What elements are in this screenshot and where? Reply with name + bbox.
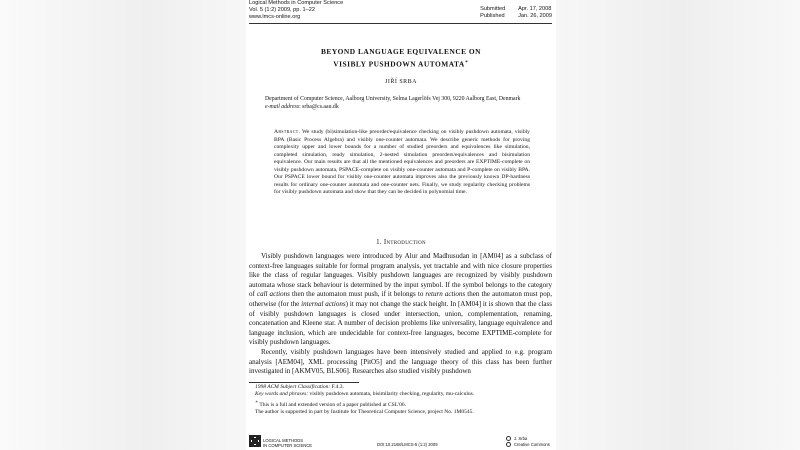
- affiliation-text: Department of Computer Science, Aalborg University, Selma Lagerlöfs Vej 300, 9220 Aalborg East, Denmark: [265, 96, 521, 102]
- keywords-label: Key words and phrases:: [255, 391, 309, 398]
- journal-volume: Vol. 5 (1:2) 2009, pp. 1–22: [249, 7, 315, 14]
- license-name[interactable]: Creative Commons: [514, 441, 550, 447]
- published-date: Jan. 26, 2009: [518, 13, 552, 20]
- title-footnote-mark: ∗: [464, 59, 469, 65]
- paragraph-1: [249, 252, 552, 348]
- keywords: [255, 391, 551, 398]
- abstract-label: Abstract.: [274, 129, 301, 135]
- paragraph-2: Recently, visibly pushdown languages have been intensively studied and applied to e.g. program analysis [AEM04], XML processing [PitO5] and the language theory of this class has been further investigated in [AKMV05, BLS06]. Researches also studied visibly pushdown: [249, 347, 552, 376]
- journal-website[interactable]: www.lmcs-online.org: [249, 14, 301, 21]
- p1-internal-actions: internal actions: [301, 299, 346, 308]
- email-label: e-mail address: [265, 104, 300, 110]
- section-heading: [246, 239, 556, 246]
- journal-header: [249, 0, 343, 22]
- lmcs-logo-icon: [249, 435, 261, 447]
- p1-part-a: Visibly pushdown languages were introduced by Alur and Madhusudan in [AM04] as a subclass of context-free languages suitable for formal program analysis, yet tractable and with nice closure properties like the class of regular languages. Visibly pushdown languages are recognized by visibly pushdown automata whose stack behaviour is determined by the input symbol. If the symbol belongs to the category of: [249, 252, 552, 299]
- doi[interactable]: DOI:10.2168/LMCS-5 (1:2) 2009: [377, 442, 438, 447]
- copyright-icon: [506, 436, 511, 441]
- body-text: [249, 252, 552, 377]
- keywords-value: visibly pushdown automata, bisimilarity checking, regularity, mu-calculus.: [309, 391, 475, 398]
- section-number: 1.: [376, 239, 382, 246]
- submitted-date: Apr. 17, 2008: [518, 6, 552, 12]
- extended-text: This is a full and extended version of a paper published at CSL'06.: [259, 402, 406, 409]
- p1-call-actions: call actions: [256, 290, 290, 299]
- license-block: [506, 436, 550, 447]
- published-label: Published: [480, 13, 505, 20]
- logo-line-1: LOGICAL METHODS: [263, 438, 304, 443]
- abstract: [274, 129, 530, 197]
- paper-page: [246, 0, 556, 450]
- acm-value: F.4.3.: [331, 384, 344, 390]
- author-email-line: e-mail address: srba@cs.aau.dk: [265, 104, 339, 110]
- creative-commons-icon: [506, 442, 511, 447]
- extended-version-note: [255, 398, 551, 409]
- logo-line-2: IN COMPUTER SCIENCE: [263, 443, 313, 448]
- title-line-2: VISIBLY PUSHDOWN AUTOMATA: [333, 58, 465, 68]
- p1-part-d: ) it may not change the stack height. In [AM04] it is shown that the class of visibly pushdown languages is closed under intersection, union, complementation, renaming, concatenation and Kleene star. A number of decision problems like universality, language equivalence and language inclusion, which are undecidable for context-free languages, become EXPTIME-complete for visibly pushdown languages.: [249, 299, 553, 347]
- submission-dates: [480, 6, 552, 20]
- p1-part-b: then the automaton must push, if it belongs to: [291, 290, 424, 299]
- desktop-background-right: [556, 0, 800, 450]
- footnote-rule: [249, 382, 359, 383]
- paper-author: JIŘÍ SRBA: [384, 79, 417, 85]
- title-line-1: BEYOND LANGUAGE EQUIVALENCE ON: [320, 47, 482, 56]
- footnote-star: ∗: [255, 399, 259, 405]
- p1-return-actions: return actions: [425, 290, 466, 299]
- footnotes: [255, 384, 551, 417]
- acm-classification: [255, 384, 551, 391]
- section-title: Introduction: [383, 239, 426, 246]
- author-affiliation: [265, 95, 541, 111]
- journal-name: Logical Methods in Computer Science: [249, 0, 344, 6]
- p1-part-c: then the automaton must pop, otherwise (for the: [249, 290, 553, 308]
- header-rule: [249, 23, 552, 24]
- abstract-text: We study (bi)simulation-like preorder/equivalence checking on visibly pushdown automata, visibly BPA (Basic Process Algebra) and visibly one-counter automata. We describe generic methods for proving complexity upper and lower bounds for a number of studied preorders and equivalences like simulation, completed simulation, ready simulation, 2-nested simulation preorders/equivalences and bisimulation equivalence. Our main results are that all the mentioned equivalences and preorders are EXPTIME-complete on visibly pushdown automata, PSPACE-complete on visibly one-counter automata and P-complete on visibly BPA. Our PSPACE lower bound for visibly one-counter automata improves also the previously known DP-hardness results for ordinary one-counter automata and one-counter nets. Finally, we study regularity checking problems for visibly pushdown automata and show that they can be decided in polynomial time.: [274, 129, 530, 195]
- desktop-background-left: [0, 0, 246, 450]
- paper-title: [246, 47, 556, 69]
- support-note: The author is supported in part by Institute for Theoretical Computer Science, project No. 1M0545.: [255, 409, 474, 416]
- copyright-holder: J. Srba: [514, 436, 528, 441]
- page-footer: [246, 434, 556, 450]
- acm-label: 1998 ACM Subject Classification:: [255, 384, 331, 390]
- submitted-label: Submitted: [480, 6, 506, 12]
- author-email[interactable]: srba@cs.aau.dk: [302, 104, 339, 110]
- lmcs-logo-text: [263, 438, 312, 448]
